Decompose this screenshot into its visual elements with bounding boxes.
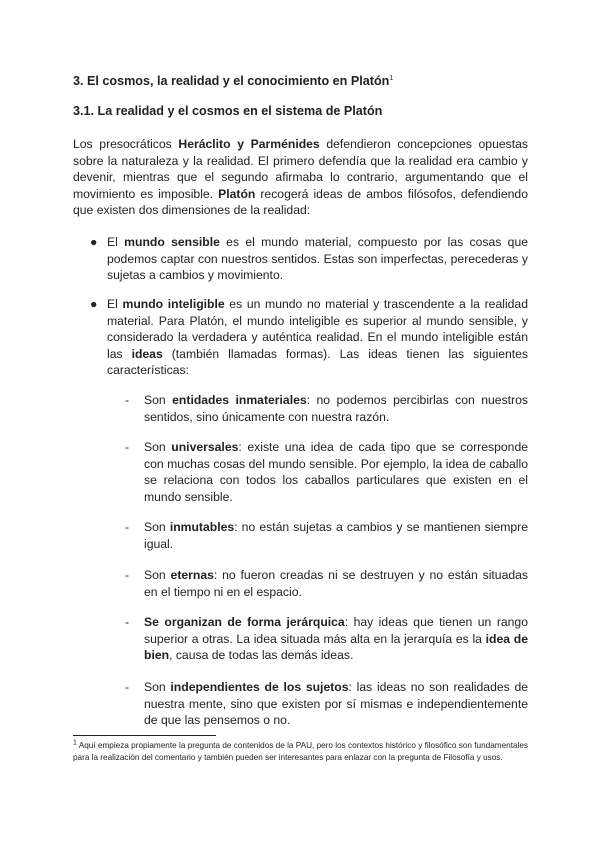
characteristic-item [125, 439, 528, 505]
characteristic-text: Son entidades inmateriales: no podemos percibirlas con nuestros sentidos, sino únicamente con nuestra razón. [144, 393, 528, 424]
dash-marker: - [125, 520, 130, 534]
dash-marker: - [125, 680, 130, 694]
dash-marker: - [125, 615, 130, 629]
characteristic-item [125, 614, 528, 664]
footnote-separator [73, 735, 216, 736]
bullet-text: El mundo inteligible es un mundo no material y trascendente a la realidad material. Para Platón, el mundo inteligible es superior al mundo sensible, y considerado la verdadera y auténtica realidad. En el mundo inteligible están las ideas (también llamadas formas). Las ideas tienen las siguientes características: [107, 297, 529, 377]
characteristic-item [125, 567, 528, 600]
characteristic-item [125, 519, 528, 552]
characteristic-text: Son universales: existe una idea de cada tipo que se corresponde con muchas cosas del mundo sensible. Por ejemplo, la idea de caballo se relaciona con todos los caballos particulares que existen en el mundo sensible. [144, 440, 528, 504]
intro-paragraph: Los presocráticos Heráclito y Parménides defendieron concepciones opuestas sobre la naturaleza y la realidad. El primero defendía que la realidad era cambio y devenir, mientras que el segundo afirmaba lo contrario, argumentando que el movimiento es imposible. Platón recogerá ideas de ambos filósofos, defendiendo que existen dos dimensiones de la realidad: [73, 137, 528, 217]
section-heading: 3. El cosmos, la realidad y el conocimiento en Platón$^1$ [73, 74, 394, 88]
footnote-mark: 1 [73, 739, 77, 747]
characteristic-text: Son eternas: no fueron creadas ni se destruyen y no están situadas en el tiempo ni en el espacio. [144, 568, 528, 599]
bullet-marker: ● [90, 297, 98, 311]
footnote-reference[interactable]: 1 [389, 74, 394, 82]
dash-marker: - [125, 440, 130, 454]
bullet-text: El mundo sensible es el mundo material, compuesto por las cosas que podemos captar con nuestros sentidos. Estas son imperfectas, perecederas y sujetas a cambios y movimiento. [107, 235, 528, 282]
footnote: 1 Aquí empieza propiamente la pregunta de contenidos de la PAU, pero los contextos histórico y filosófico son fundamentales para la realización del comentario y también pueden ser interesantes para enlazar con la pregunta de Filosofía y usos. [73, 739, 528, 762]
characteristic-item [125, 679, 528, 729]
dash-marker: - [125, 568, 130, 582]
characteristic-item [125, 392, 528, 425]
bullet-mundo-sensible [90, 234, 528, 284]
bullet-marker: ● [90, 235, 98, 249]
characteristic-text: Son independientes de los sujetos: las ideas no son realidades de nuestra mente, sino que existen por sí mismas e independientemente de que las pensemos o no. [144, 680, 529, 727]
subsection-heading: 3.1. La realidad y el cosmos en el sistema de Platón [73, 104, 383, 118]
dash-marker: - [125, 393, 130, 407]
characteristic-text: Son inmutables: no están sujetas a cambios y se mantienen siempre igual. [144, 520, 528, 551]
bullet-mundo-inteligible [90, 296, 528, 379]
characteristic-text: Se organizan de forma jerárquica: hay ideas que tienen un rango superior a otras. La idea situada más alta en la jerarquía es la idea de bien, causa de todas las demás ideas. [144, 615, 528, 662]
